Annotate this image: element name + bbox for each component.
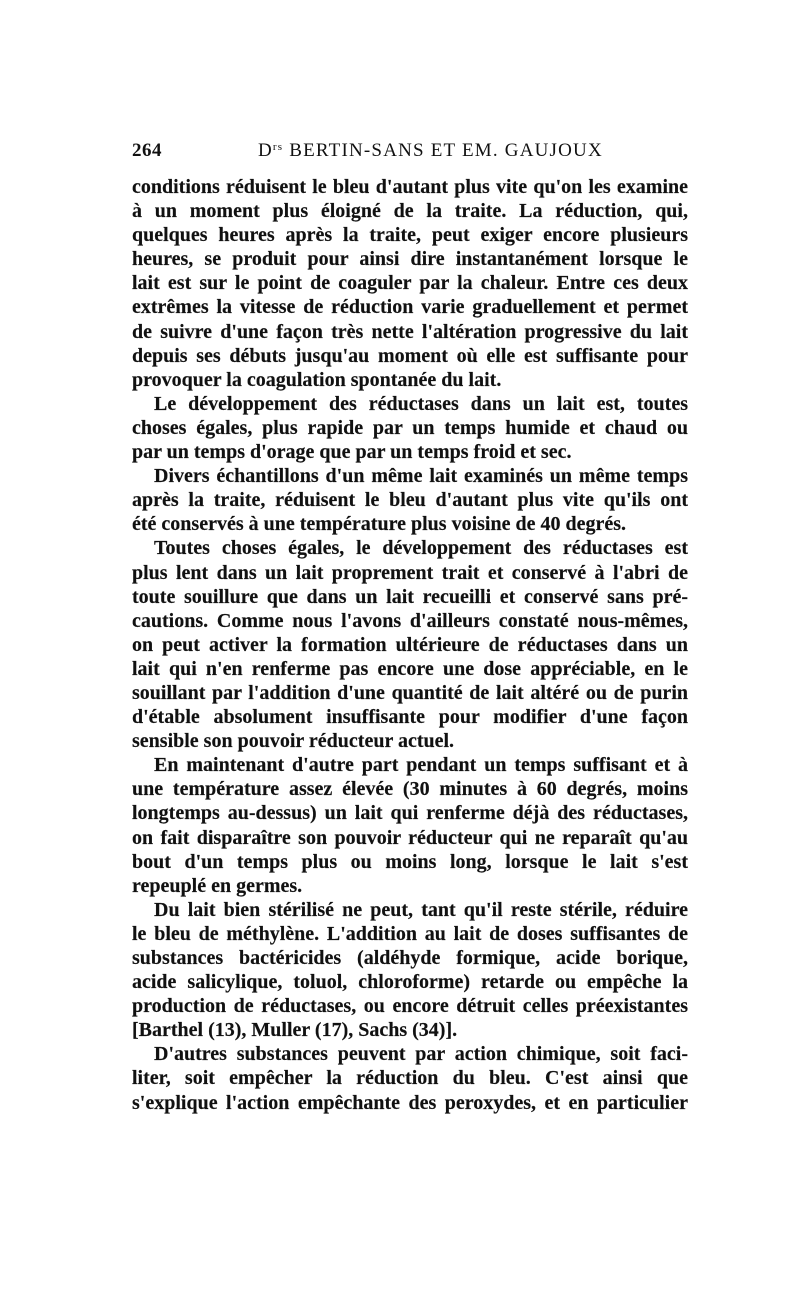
- text-line: à un moment plus éloigné de la traite. La réduction, qui,: [132, 200, 688, 223]
- text-line: depuis ses débuts jusqu'au moment où elle est suffisante pour: [132, 344, 688, 367]
- text-line: lait est sur le point de coaguler par la chaleur. Entre ces deux: [132, 272, 688, 295]
- text-line: substances bactéricides (aldéhyde formique, acide borique,: [132, 947, 688, 969]
- page-header: [132, 140, 688, 166]
- running-head-prefix: D: [258, 140, 273, 161]
- text-line: En maintenant d'autre part pendant un temps suffisant et à: [154, 754, 688, 777]
- text-line: on peut activer la formation ultérieure de réductases dans un: [132, 633, 688, 656]
- text-line: D'autres substances peuvent par action chimique, soit faci-: [154, 1043, 688, 1066]
- text-line: choses égales, plus rapide par un temps humide et chaud ou: [132, 416, 688, 439]
- text-line: une température assez élevée (30 minutes à 60 degrés, moins: [132, 778, 688, 801]
- text-line: bout d'un temps plus ou moins long, lorsque le lait s'est: [132, 850, 688, 873]
- text-line: on fait disparaître son pouvoir réducteur qui ne reparaît qu'au: [132, 826, 688, 849]
- text-line: souillant par l'addition d'une quantité de lait altéré ou de purin: [132, 681, 688, 704]
- running-head: [258, 140, 603, 162]
- running-head-superscript: rs: [272, 141, 284, 153]
- text-line: s'explique l'action empêchante des peroxydes, et en particulier: [132, 1091, 688, 1114]
- text-line: cautions. Comme nous l'avons d'ailleurs constaté nous-mêmes,: [132, 609, 688, 632]
- text-line: été conservés à une température plus voisine de 40 degrés.: [132, 513, 627, 536]
- body-text: [132, 175, 688, 1115]
- text-line: après la traite, réduisent le bleu d'autant plus vite qu'ils ont: [132, 489, 688, 512]
- text-line: par un temps d'orage que par un temps froid et sec.: [132, 441, 572, 464]
- text-line: toute souillure que dans un lait recueilli et conservé sans pré-: [132, 585, 688, 608]
- text-line: le bleu de méthylène. L'addition au lait de doses suffisantes de: [132, 922, 688, 945]
- text-line: heures, se produit pour ainsi dire instantanément lorsque le: [132, 248, 688, 271]
- text-line: acide salicylique, toluol, chloroforme) retarde ou empêche la: [132, 971, 688, 994]
- running-head-authors: BERTIN-SANS ET EM. GAUJOUX: [283, 140, 603, 161]
- text-line: de suivre d'une façon très nette l'altération progressive du lait: [132, 320, 688, 343]
- text-line: longtemps au-dessus) un lait qui renferme déjà des réductases,: [132, 802, 688, 825]
- text-line: provoquer la coagulation spontanée du lait.: [132, 368, 502, 391]
- text-line: Du lait bien stérilisé ne peut, tant qu'il reste stérile, réduire: [154, 898, 688, 921]
- text-line: Toutes choses égales, le développement des réductases est: [154, 537, 688, 560]
- text-line: Le développement des réductases dans un lait est, toutes: [154, 392, 688, 415]
- text-line: [Barthel (13), Muller (17), Sachs (34)].: [132, 1019, 458, 1042]
- text-line: production de réductases, ou encore détruit celles préexistantes: [132, 995, 688, 1018]
- text-line: quelques heures après la traite, peut exiger encore plusieurs: [132, 224, 688, 247]
- text-line: extrêmes la vitesse de réduction varie graduellement et permet: [132, 296, 688, 319]
- text-line: conditions réduisent le bleu d'autant plus vite qu'on les examine: [132, 176, 688, 198]
- text-line: plus lent dans un lait proprement trait et conservé à l'abri de: [132, 561, 688, 584]
- text-line: repeuplé en germes.: [132, 874, 303, 897]
- page-number: 264: [132, 140, 162, 161]
- text-line: sensible son pouvoir réducteur actuel.: [132, 730, 455, 753]
- text-line: liter, soit empêcher la réduction du bleu. C'est ainsi que: [132, 1067, 688, 1090]
- text-line: d'étable absolument insuffisante pour modifier d'une façon: [132, 706, 688, 729]
- text-line: lait qui n'en renferme pas encore une dose appréciable, en le: [132, 657, 688, 680]
- text-line: Divers échantillons d'un même lait examinés un même temps: [154, 465, 688, 488]
